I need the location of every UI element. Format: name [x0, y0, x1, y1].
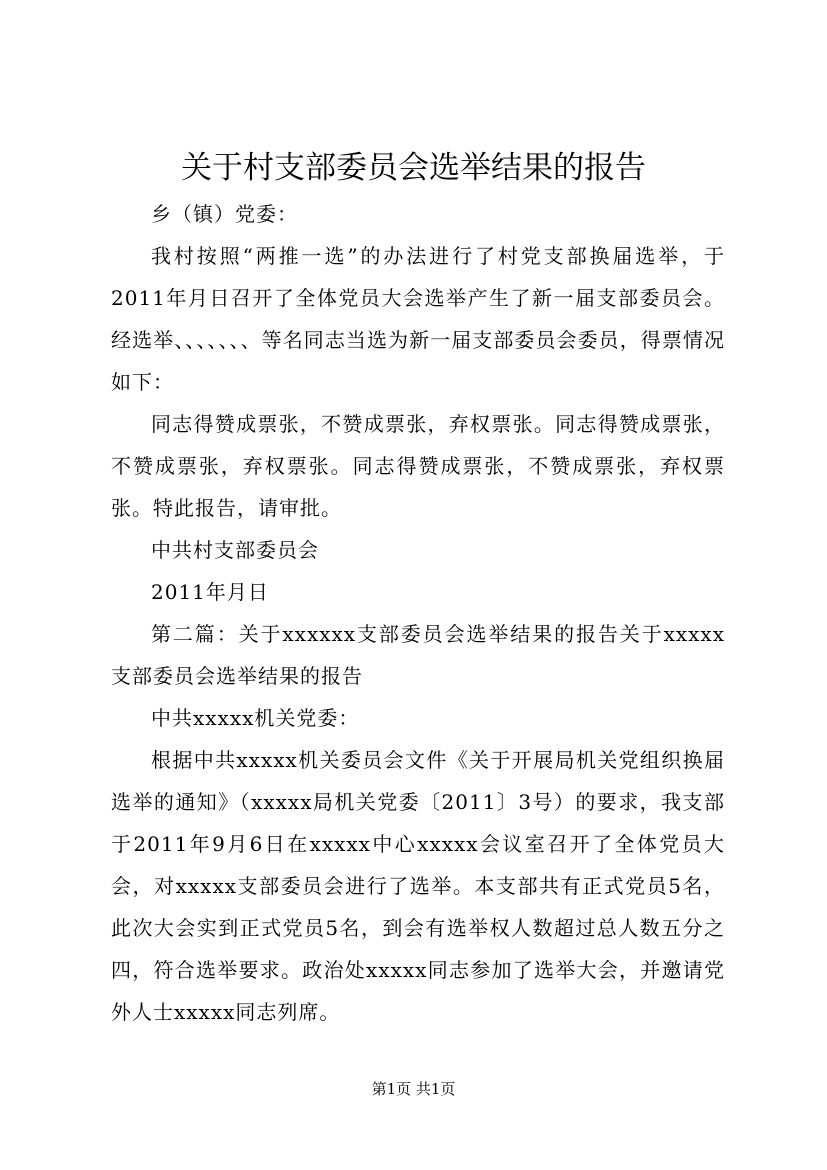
vote-results-paragraph: 同志得赞成票张，不赞成票张，弃权票张。同志得赞成票张，不赞成票张，弃权票张。同志得赞成票张，不赞成票张，弃权票张。特此报告，请审批。 [111, 412, 725, 520]
second-article-body-paragraph: 根据中共xxxxx机关委员会文件《关于开展局机关党组织换届选举的通知》（xxxxx局机关党委〔2011〕3号）的要求，我支部于2011年9月6日在xxxxx中心xxxxx会议室召开了全体党员大会，对xxxxx支部委员会进行了选举。本支部共有正式党员5名，此次大会实到正式党员5名，到会有选举权人数超过总人数五分之四，符合选举要求。政治处xxxxx同志参加了选举大会，并邀请党外人士xxxxx同志列席。 [111, 748, 725, 1024]
document-title: 关于村支部委员会选举结果的报告 [181, 150, 646, 186]
signature-date-paragraph: 2011年月日 [151, 580, 269, 604]
second-article-salutation-paragraph: 中共xxxxx机关党委： [151, 706, 360, 730]
second-article-title-paragraph: 第二篇：关于xxxxxx支部委员会选举结果的报告关于xxxxx支部委员会选举结果的报告 [111, 622, 725, 688]
page-footer: 第1页 共1页 [371, 1080, 456, 1098]
signature-org-paragraph: 中共村支部委员会 [151, 538, 319, 562]
salutation-paragraph: 乡（镇）党委： [151, 202, 298, 226]
election-intro-paragraph: 我村按照“两推一选”的办法进行了村党支部换届选举，于2011年月日召开了全体党员大会选举产生了新一届支部委员会。经选举、、、、、、、等名同志当选为新一届支部委员会委员，得票情况如下： [111, 244, 725, 394]
document-body [111, 193, 725, 1033]
